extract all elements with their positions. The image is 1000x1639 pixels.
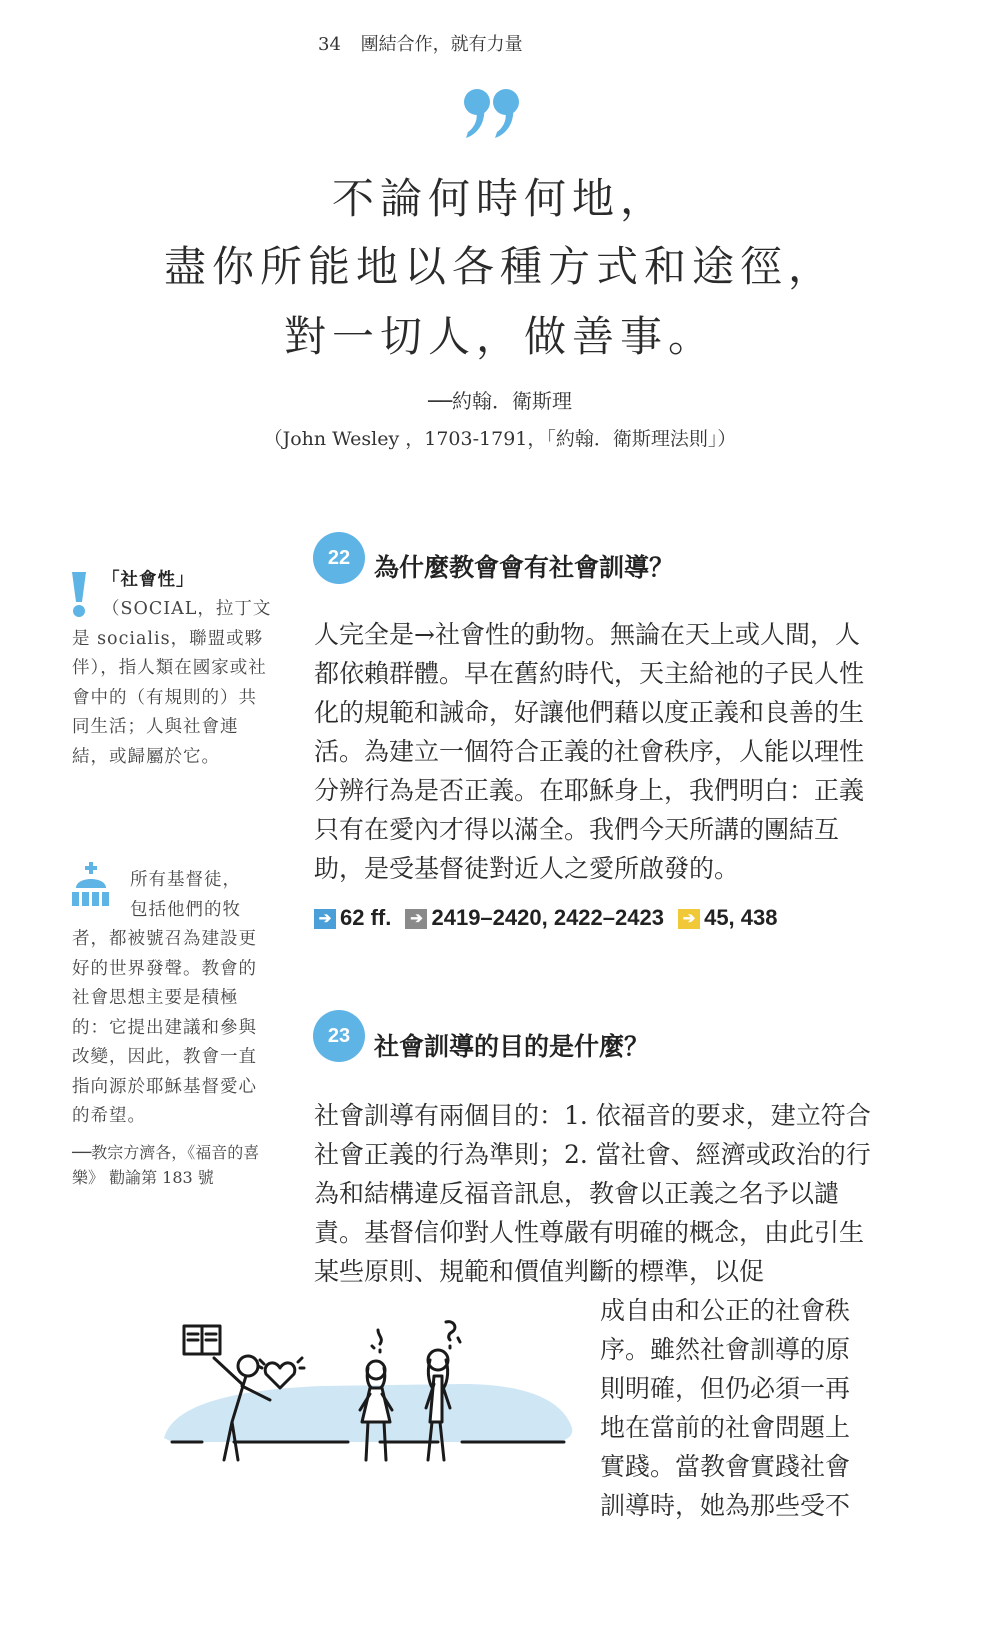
sidebar-quote-first: 所有基督徒， bbox=[130, 870, 241, 890]
reference-links bbox=[314, 905, 777, 931]
quote-line: 對一切人，做善事。 bbox=[283, 312, 716, 361]
question-number-badge: 23 bbox=[313, 1010, 365, 1062]
sidebar-quote bbox=[72, 866, 272, 1132]
question-body: 社會訓導有兩個目的：1. 依福音的要求，建立符合社會正義的行為準則；2. 當社會、經濟或政治的行為和結構違反福音訊息，教會以正義之名予以譴責。基督信仰對人性尊嚴有明確的概念，由此引生某些原則、規範和價值判斷的標準，以促 bbox=[314, 1101, 871, 1286]
page-number: 34 bbox=[318, 34, 341, 55]
sidebar-term: 「社會性」 bbox=[102, 570, 195, 590]
arrow-right-icon: ➔ bbox=[314, 909, 336, 929]
quote-line: 不論何時何地， bbox=[331, 174, 668, 223]
question-number-badge: 22 bbox=[313, 532, 365, 584]
question-title: 社會訓導的目的是什麼？ bbox=[374, 1032, 650, 1061]
quote-source: （John Wesley ，1703-1791，「約翰．衛斯理法則」） bbox=[263, 428, 737, 450]
reference-link[interactable]: 2419–2420, 2422–2423 bbox=[431, 905, 664, 930]
question-body: 人完全是→社會性的動物。無論在天上或人間，人都依賴群體。早在舊約時代，天主給祂的子民人性化的規範和誡命，好讓他們藉以度正義和良善的生活。為建立一個符合正義的社會秩序，人能以理性分辨行為是否正義。在耶穌身上，我們明白：正義只有在愛內才得以滿全。我們今天所講的團結互助，是受基督徒對近人之愛所啟發的。 bbox=[314, 620, 865, 883]
people-sharing-love-illustration bbox=[162, 1318, 582, 1518]
closing-quote-icon bbox=[462, 86, 522, 142]
page-header bbox=[318, 30, 523, 56]
sidebar-quote-second: 包括他們的牧 bbox=[130, 899, 241, 920]
reference-link[interactable]: 62 ff. bbox=[340, 905, 392, 930]
question-body-continued: 成自由和公正的社會秩序。雖然社會訓導的原則明確，但仍必須一再地在當前的社會問題上實踐。當教會實踐社會訓導時，她為那些受不 bbox=[600, 1296, 851, 1520]
quote-author: ──約翰．衛斯理 bbox=[427, 389, 573, 413]
quote-line: 盡你所能地以各種方式和途徑， bbox=[163, 242, 836, 291]
sidebar-citation: ──教宗方濟各，《福音的喜樂》 勸諭第 183 號 bbox=[72, 1143, 260, 1187]
sidebar-definition: （SOCIAL，拉丁文是 socialis，聯盟或夥伴），指人類在國家或社會中的（有規則的）共同生活；人與社會連結，或歸屬於它。 bbox=[72, 599, 272, 767]
sidebar-quote-rest: 者，都被號召為建設更好的世界發聲。教會的社會思想主要是積極的：它提出建議和參與改變，因此，教會一直指向源於耶穌基督愛心的希望。 bbox=[72, 929, 257, 1126]
chapter-title: 團結合作，就有力量 bbox=[360, 34, 523, 55]
question-title: 為什麼教會會有社會訓導？ bbox=[374, 553, 675, 582]
reference-link[interactable]: 45, 438 bbox=[704, 905, 778, 930]
arrow-right-icon: ➔ bbox=[405, 909, 427, 929]
arrow-right-icon: ➔ bbox=[678, 909, 700, 929]
